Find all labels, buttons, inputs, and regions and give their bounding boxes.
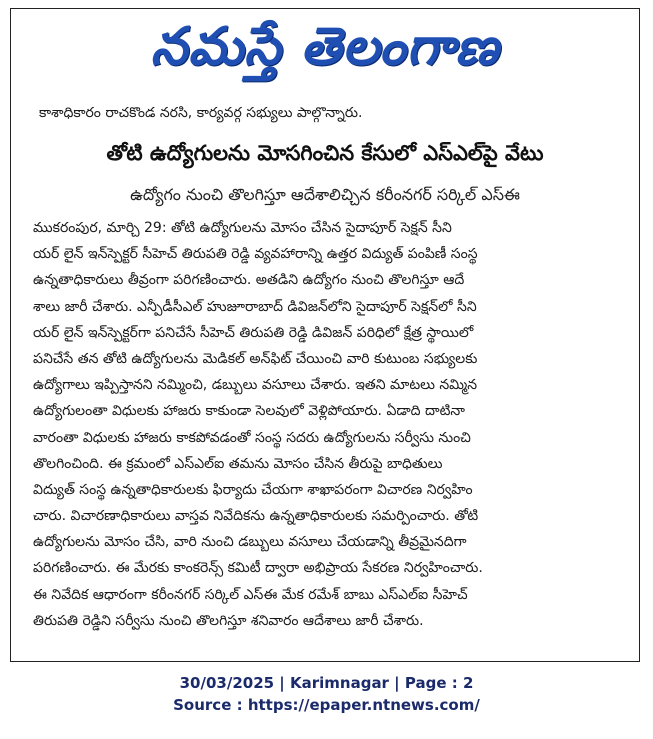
article-body-line: ఉన్నతాధికారులు తీవ్రంగా పరిగణించారు. అతడిని ఉద్యోగం నుంచి తొలగిస్తూ ఆదే (33, 272, 465, 289)
article-body-line: విద్యుత్ సంస్థ ఉన్నతాధికారులకు ఫిర్యాదు చేయగా శాఖాపరంగా విచారణ నిర్వహిం (33, 481, 473, 498)
carryover-text: కాశాధికారం రాచకొండ నరసి, కార్యవర్గ సభ్యులు పాల్గొన్నారు. (39, 105, 363, 121)
article-body-line: యర్ లైన్ ఇన్‌స్పెక్టర్ సీహెచ్ తిరుపతి రెడ్డి వ్యవహారాన్ని ఉత్తర విద్యుత్ పంపిణీ సంస్థ (33, 246, 478, 263)
article-headline: తోటి ఉద్యోగులను మోసగించిన కేసులో ఎస్‌ఎల్‌పై వేటు (106, 141, 544, 165)
footer-dateline: 30/03/2025 | Karimnagar | Page : 2 (179, 674, 474, 692)
article-body-line: ముకరంపుర, మార్చి 29: తోటి ఉద్యోగులను మోసం చేసిన సైదాపూర్ సెక్షన్ సీని (33, 220, 452, 236)
newspaper-masthead: నమస్తే తెలంగాణ (150, 16, 500, 77)
article-body-line: తొలగించింది. ఈ క్రమంలో ఎస్‌ఎల్‌ఐ తమను మోసం చేసిన తీరుపై బాధితులు (33, 455, 443, 472)
article-body-line: శాలు జారీ చేశారు. ఎన్పీడీసీఎల్ హుజూరాబాద్ డివిజన్‌లోని సైదాపూర్ సెక్షన్‌లో సీని (33, 298, 477, 315)
clipping-frame (10, 8, 640, 662)
clipping-footer (0, 672, 653, 716)
article-body-line: వారంతా విధులకు హాజరు కాకపోవడంతో సంస్థ సదరు ఉద్యోగులను సర్వీసు నుంచి (33, 429, 471, 446)
article-body-line: పరిగణించారు. ఈ మేరకు కాంకరెన్స్ కమిటీ ద్వారా అభిప్రాయ సేకరణ నిర్వహించారు. (33, 560, 483, 577)
article-subheadline: ఉద్యోగం నుంచి తొలగిస్తూ ఆదేశాలిచ్చిన కరీంనగర్ సర్కిల్ ఎస్‌ఈ (130, 185, 520, 204)
article-body-line: ఉద్యోగాలు ఇప్పిస్తానని నమ్మించి, డబ్బులు వసూలు చేశారు. ఇతని మాటలు నమ్మిన (33, 377, 478, 394)
article-body (33, 215, 629, 634)
footer-source: Source : https://epaper.ntnews.com/ (173, 696, 480, 714)
article-body-line: తిరుపతి రెడ్డిని సర్వీసు నుంచి తొలగిస్తూ శనివారం ఆదేశాలు జారీ చేశారు. (33, 612, 424, 629)
article-body-line: ఉద్యోగులంతా విధులకు హాజరు కాకుండా సెలవులో వెళ్లిపోయారు. ఏడాది దాటినా (33, 403, 465, 420)
article-body-line: చారు. విచారణాధికారులు వాస్తవ నివేదికను ఉన్నతాధికారులకు సమర్పించారు. తోటి (33, 508, 479, 525)
article-body-line: ఈ నివేదిక ఆధారంగా కరీంనగర్ సర్కిల్ ఎస్‌ఈ మేక రమేశ్ బాబు ఎస్‌ఎల్‌ఐ సీహెచ్ (33, 586, 468, 603)
article-body-line: పనిచేసే తన తోటి ఉద్యోగులను మెడికల్ అన్‌ఫిట్ చేయించి వారి కుటుంబ సభ్యులకు (33, 350, 478, 367)
article-body-line: ఉద్యోగులను మోసం చేసి, వారి నుంచి డబ్బులు వసూలు చేయడాన్ని తీవ్రమైనదిగా (33, 534, 467, 551)
article-body-line: యర్ లైన్ ఇన్‌స్పెక్టర్‌గా పనిచేసే సీహెచ్ తిరుపతి రెడ్డి డివిజన్ పరిధిలో క్షేత్ర స్థాయిలో (33, 324, 474, 341)
